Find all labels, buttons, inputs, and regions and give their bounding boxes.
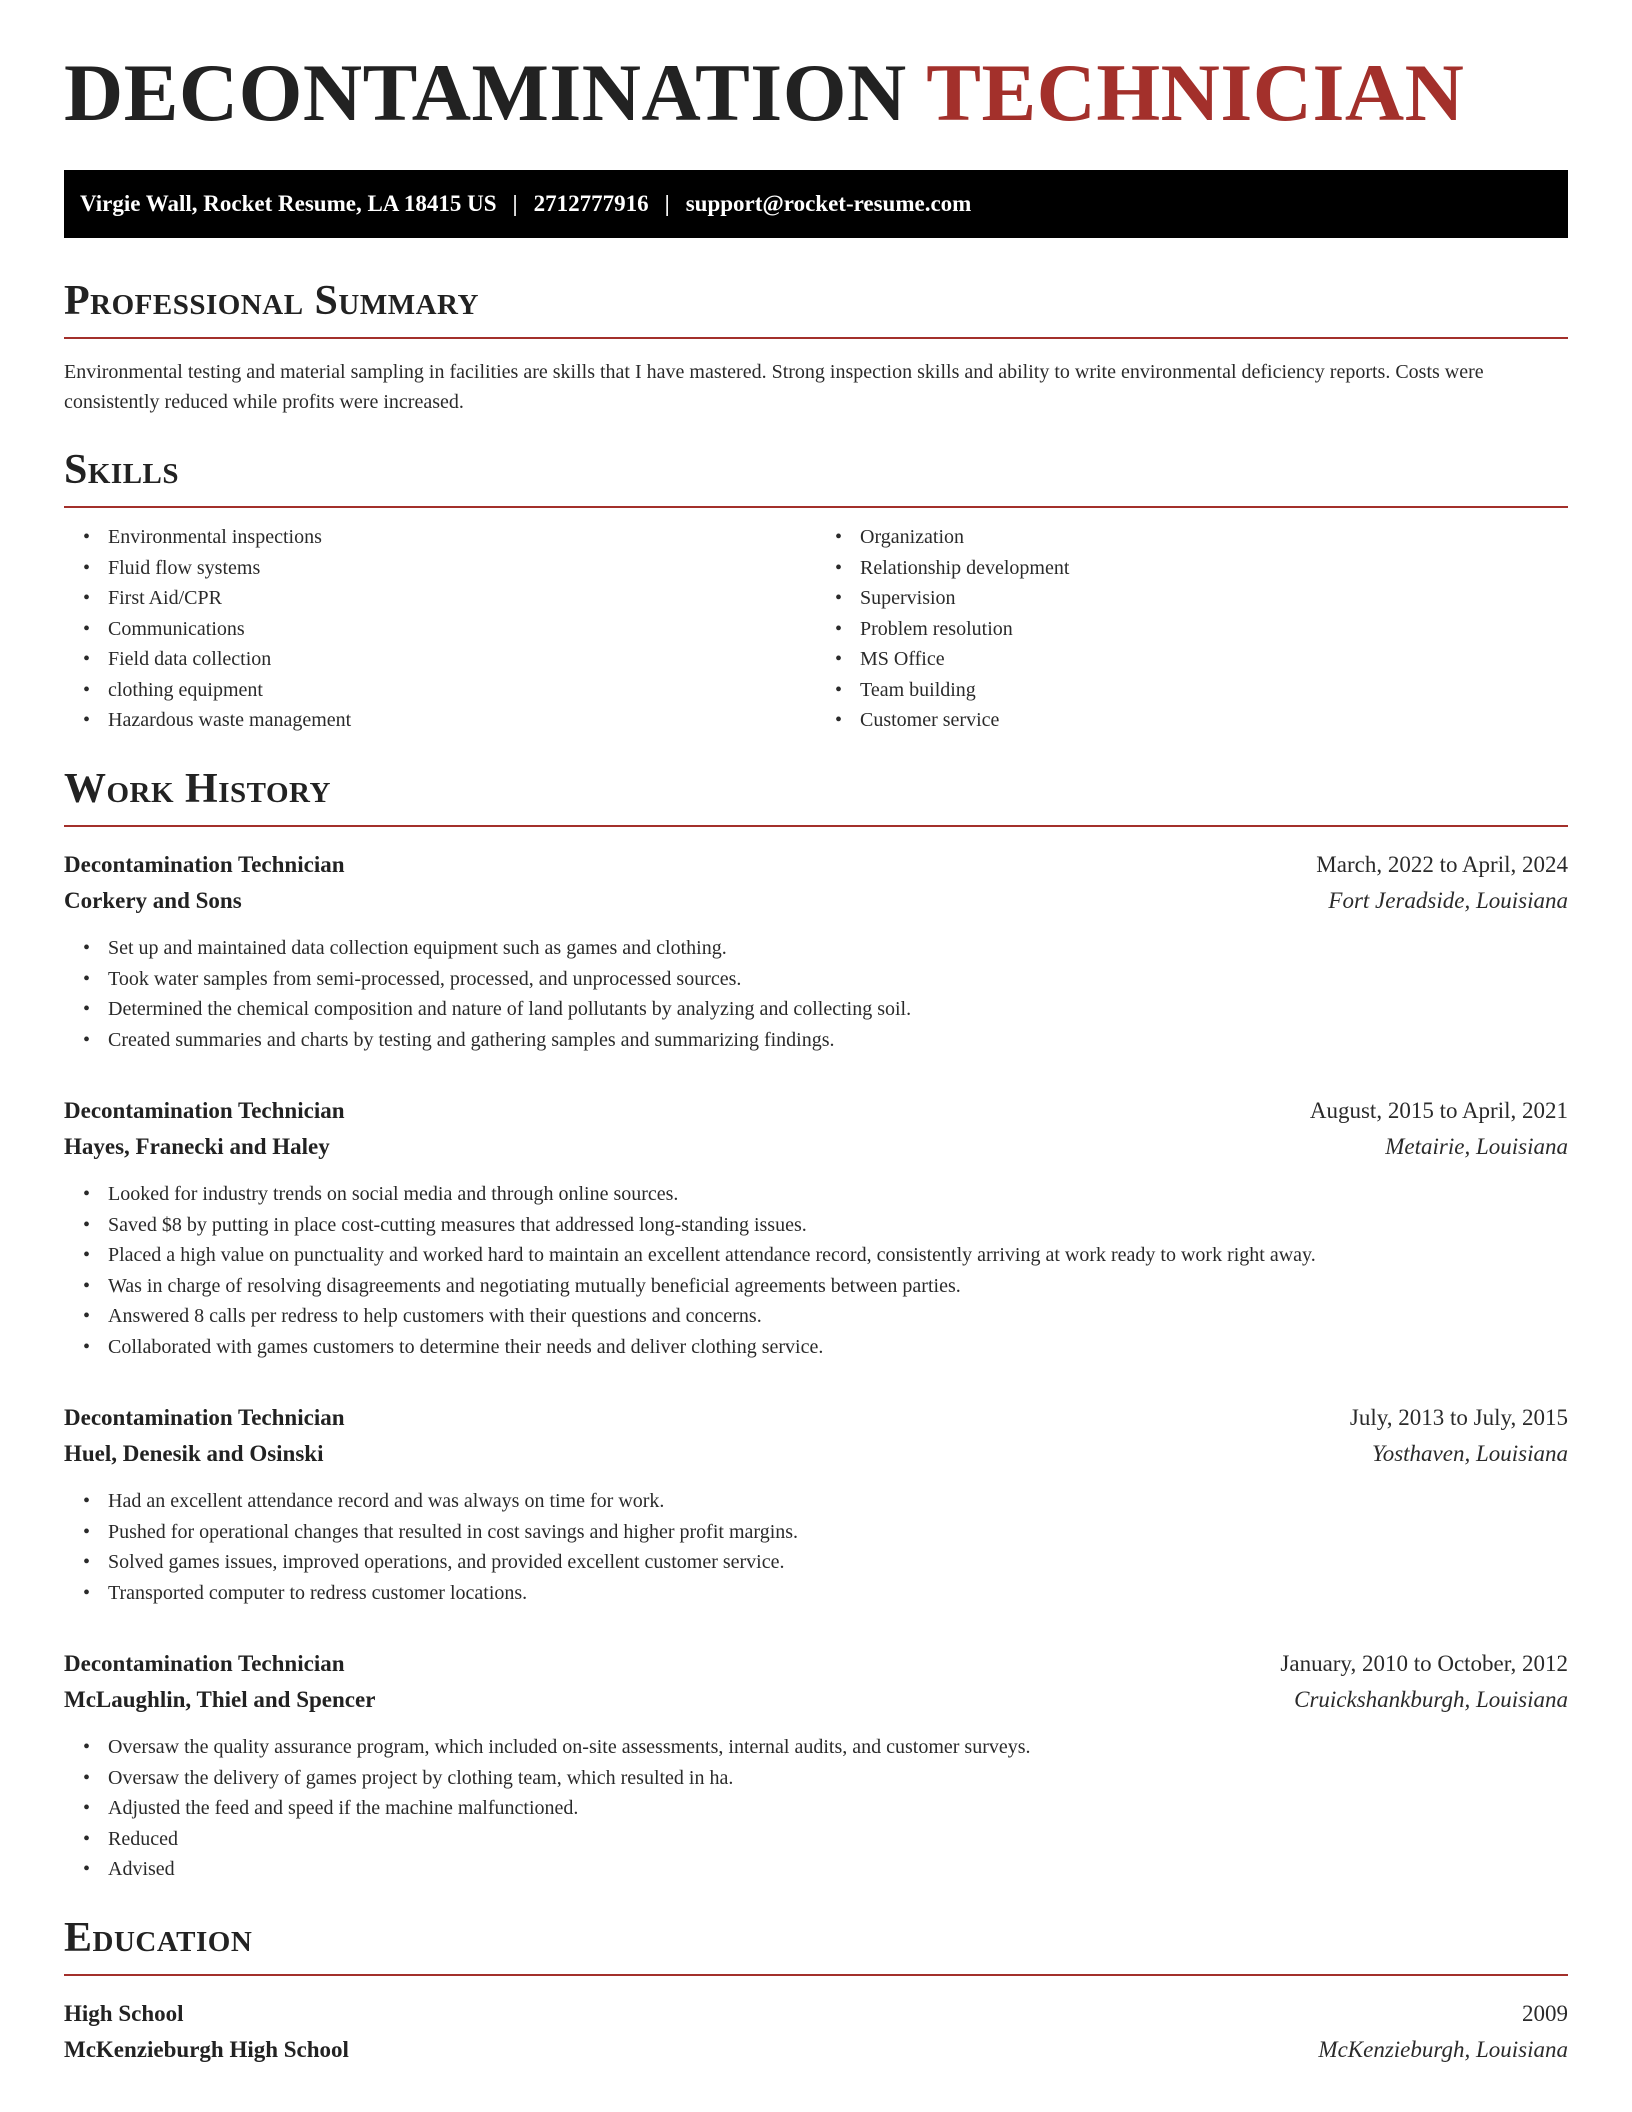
job-duties-list — [64, 1179, 1568, 1362]
job-title: Decontamination Technician — [64, 1405, 345, 1431]
skill-item: • Customer service — [860, 705, 1568, 736]
skills-grid — [64, 522, 1568, 736]
job-entry — [64, 1093, 1568, 1362]
section-divider — [64, 337, 1568, 339]
skill-item: • Hazardous waste management — [108, 705, 816, 736]
job-dates: August, 2015 to April, 2021 — [1309, 1098, 1568, 1124]
job-dates: July, 2013 to July, 2015 — [1349, 1405, 1568, 1431]
skill-item: • Fluid flow systems — [108, 553, 816, 584]
job-duty-item: • Determined the chemical composition and nature of land pollutants by analyzing and collecting soil. — [108, 994, 1568, 1025]
job-duty-item: • Took water samples from semi-processed, processed, and unprocessed sources. — [108, 964, 1568, 995]
job-duty-item: • Created summaries and charts by testing and gathering samples and summarizing findings. — [108, 1025, 1568, 1056]
skill-item: • Field data collection — [108, 644, 816, 675]
title-part-accent: TECHNICIAN — [926, 47, 1465, 138]
job-duty-item: • Looked for industry trends on social media and through online sources. — [108, 1179, 1568, 1210]
work-history-section — [64, 766, 1568, 1885]
job-title: Decontamination Technician — [64, 1651, 345, 1677]
job-dates: March, 2022 to April, 2024 — [1316, 852, 1568, 878]
skill-item: • Team building — [860, 675, 1568, 706]
education-degree: High School — [64, 2000, 184, 2026]
skills-heading: Skills — [64, 447, 180, 494]
job-duty-item: • Solved games issues, improved operations, and provided excellent customer service. — [108, 1547, 1568, 1578]
skill-item: • MS Office — [860, 644, 1568, 675]
contact-address: Virgie Wall, Rocket Resume, LA 18415 US — [80, 191, 497, 216]
job-location: Yosthaven, Louisiana — [1372, 1441, 1568, 1467]
job-company: Huel, Denesik and Osinski — [64, 1441, 324, 1467]
job-location: Fort Jeradside, Louisiana — [1328, 888, 1568, 914]
job-duty-item: • Had an excellent attendance record and was always on time for work. — [108, 1486, 1568, 1517]
summary-heading: Professional Summary — [64, 278, 479, 324]
job-duties-list — [64, 1732, 1568, 1885]
skill-item: • Problem resolution — [860, 614, 1568, 645]
skills-list-right — [816, 522, 1568, 736]
job-duty-item: • Collaborated with games customers to determine their needs and deliver clothing service. — [108, 1332, 1568, 1363]
job-duty-item: • Pushed for operational changes that resulted in cost savings and higher profit margins. — [108, 1517, 1568, 1548]
section-divider — [64, 1974, 1568, 1976]
education-entry — [64, 1996, 1568, 2068]
section-divider — [64, 506, 1568, 508]
job-location: Cruickshankburgh, Louisiana — [1294, 1687, 1568, 1713]
job-title: Decontamination Technician — [64, 1098, 345, 1124]
job-duty-item: • Set up and maintained data collection equipment such as games and clothing. — [108, 933, 1568, 964]
education-heading: Education — [64, 1914, 253, 1961]
job-entry — [64, 1400, 1568, 1608]
contact-separator: | — [664, 191, 670, 216]
skill-item: • Organization — [860, 522, 1568, 553]
contact-email: support@rocket-resume.com — [685, 191, 972, 216]
skill-item: • Relationship development — [860, 553, 1568, 584]
job-duty-item: • Advised — [108, 1854, 1568, 1885]
summary-text: Environmental testing and material sampling in facilities are skills that I have mastered. Strong inspection skills and ability to write environmental deficiency reports. Costs were consistently reduced while profits were increased. — [64, 361, 1484, 414]
job-title: Decontamination Technician — [64, 852, 345, 878]
job-duty-item: • Oversaw the delivery of games project by clothing team, which resulted in ha. — [108, 1763, 1568, 1794]
job-company: Hayes, Franecki and Haley — [64, 1134, 330, 1160]
contact-bar — [64, 170, 1568, 238]
skills-list-left — [64, 522, 816, 736]
page-title — [64, 47, 1568, 138]
contact-phone: 2712777916 — [533, 191, 649, 216]
job-duty-item: • Reduced — [108, 1824, 1568, 1855]
job-location: Metairie, Louisiana — [1385, 1134, 1568, 1160]
job-duty-item: • Transported computer to redress customer locations. — [108, 1578, 1568, 1609]
education-school: McKenzieburgh High School — [64, 2036, 349, 2062]
job-company: Corkery and Sons — [64, 888, 242, 914]
job-duty-item: • Oversaw the quality assurance program, which included on-site assessments, internal audits, and customer surveys. — [108, 1732, 1568, 1763]
skill-item: • clothing equipment — [108, 675, 816, 706]
skill-item: • First Aid/CPR — [108, 583, 816, 614]
job-entry — [64, 1646, 1568, 1885]
skill-item: • Environmental inspections — [108, 522, 816, 553]
job-duty-item: • Placed a high value on punctuality and worked hard to maintain an excellent attendance record, consistently arriving at work ready to work right away. — [108, 1240, 1568, 1271]
job-company: McLaughlin, Thiel and Spencer — [64, 1687, 376, 1713]
work-history-heading: Work History — [64, 765, 331, 812]
job-duty-item: • Was in charge of resolving disagreements and negotiating mutually beneficial agreements between parties. — [108, 1271, 1568, 1302]
job-duty-item: • Saved $8 by putting in place cost-cutting measures that addressed long-standing issues. — [108, 1210, 1568, 1241]
education-year: 2009 — [1522, 2000, 1568, 2026]
education-section — [64, 1915, 1568, 2068]
contact-separator: | — [512, 191, 518, 216]
job-duties-list — [64, 933, 1568, 1055]
job-duty-item: • Adjusted the feed and speed if the machine malfunctioned. — [108, 1793, 1568, 1824]
education-location: McKenzieburgh, Louisiana — [1318, 2036, 1568, 2062]
job-duty-item: • Answered 8 calls per redress to help customers with their questions and concerns. — [108, 1301, 1568, 1332]
job-dates: January, 2010 to October, 2012 — [1280, 1651, 1568, 1677]
title-part-main: DECONTAMINATION — [64, 47, 907, 138]
section-divider — [64, 825, 1568, 827]
job-entry — [64, 847, 1568, 1055]
job-duties-list — [64, 1486, 1568, 1608]
skills-section — [64, 447, 1568, 736]
skill-item: • Communications — [108, 614, 816, 645]
summary-section — [64, 278, 1568, 417]
skill-item: • Supervision — [860, 583, 1568, 614]
